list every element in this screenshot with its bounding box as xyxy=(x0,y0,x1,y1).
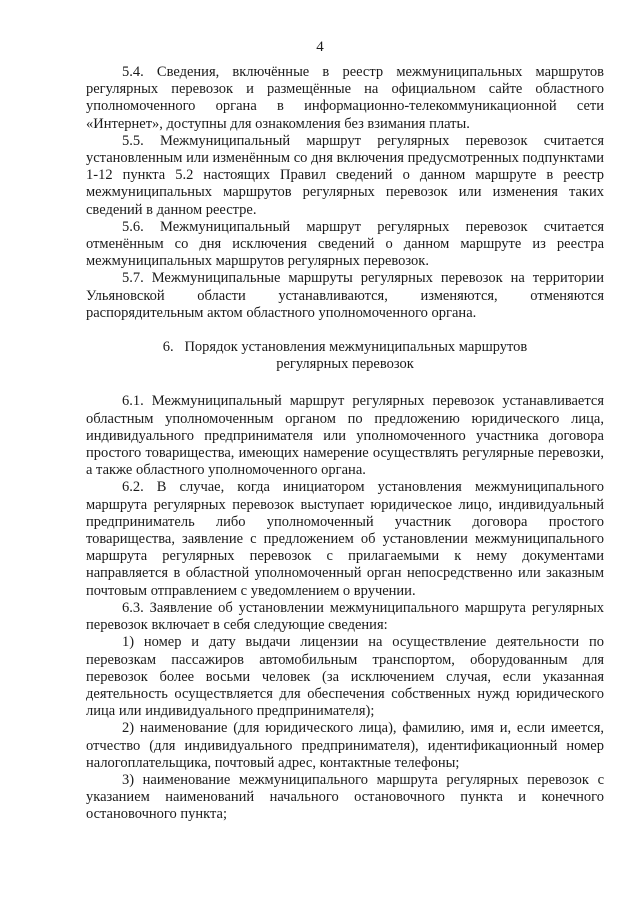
paragraph-6-3: 6.3. Заявление об установлении межмуниципального маршрута регулярных перевозок включает в себя следующие сведения: xyxy=(86,599,604,634)
section-heading xyxy=(86,339,604,373)
list-item-2: 2) наименование (для юридического лица), фамилию, имя и, если имеется, отчество (для индивидуального предпринимателя), идентификационный номер налогоплательщика, почтовый адрес, контактные телефоны; xyxy=(86,720,604,771)
document-body xyxy=(86,64,604,824)
section-heading-line-2: регулярных перевозок xyxy=(276,356,414,373)
paragraph-6-2: 6.2. В случае, когда инициатором установления межмуниципального маршрута регулярных перевозок выступает юридическое лицо, индивидуальный предприниматель либо уполномоченный участник договора простого товарищества, заявление с предложением об установлении межмуниципального маршрута регулярных перевозок с прилагаемыми к нему документами направляется в областной уполномоченный орган непосредственно или заказным почтовым отправлением с уведомлением о вручении. xyxy=(86,479,604,599)
page-number: 4 xyxy=(316,39,324,55)
list-item-1: 1) номер и дату выдачи лицензии на осуществление деятельности по перевозкам пассажиров автомобильным транспортом, оборудованным для перевозок более восьми человек (за исключением случая, если указанная деятельность осуществляется для обеспечения собственных нужд юридического лица или индивидуального предпринимателя); xyxy=(86,634,604,720)
list-item-3: 3) наименование межмуниципального маршрута регулярных перевозок с указанием наименований начального остановочного пункта и конечного остановочного пункта; xyxy=(86,771,604,823)
paragraph-5-6: 5.6. Межмуниципальный маршрут регулярных перевозок считается отменённым со дня исключения сведений о данном маршруте из реестра межмуниципальных маршрутов регулярных перевозок. xyxy=(86,218,604,270)
section-heading-line-1: 6. Порядок установления межмуниципальных маршрутов xyxy=(162,339,528,356)
paragraph-5-5: 5.5. Межмуниципальный маршрут регулярных перевозок считается установленным или изменённым со дня включения предусмотренных подпунктами 1-12 пункта 5.2 настоящих Правил сведений о данном маршруте в реестр межмуниципальных маршрутов регулярных перевозок или изменения таких сведений в данном реестре. xyxy=(86,132,604,218)
paragraph-5-4: 5.4. Сведения, включённые в реестр межмуниципальных маршрутов регулярных перевозок и размещённые на официальном сайте областного уполномоченного органа в информационно-телекоммуникационной сети «Интернет», доступны для ознакомления без взимания платы. xyxy=(86,64,604,132)
paragraph-5-7: 5.7. Межмуниципальные маршруты регулярных перевозок на территории Ульяновской области устанавливаются, изменяются, отменяются распорядительным актом областного уполномоченного органа. xyxy=(86,270,604,321)
paragraph-6-1: 6.1. Межмуниципальный маршрут регулярных перевозок устанавливается областным уполномоченным органом по предложению юридического лица, индивидуального предпринимателя или уполномоченного участника договора простого товарищества, имеющих намерение осуществлять регулярные перевозки, а также областного уполномоченного органа. xyxy=(86,393,604,479)
